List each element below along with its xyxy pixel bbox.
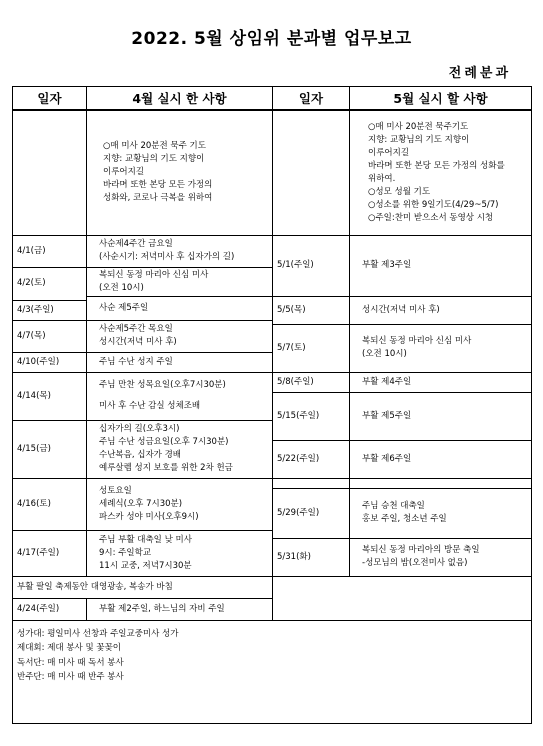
header-may-activities: 5월 실시 할 사항 — [350, 87, 532, 111]
april-activity: 주님 수난 성지 주일 — [87, 352, 273, 372]
april-activity — [87, 372, 273, 420]
may-date: 5/5(목) — [273, 296, 350, 324]
may-spacer — [273, 478, 350, 488]
may-activity: 부활 제5주일 — [350, 392, 532, 440]
note-line: 성가대: 평일미사 선창과 주일교중미사 성가 — [17, 628, 179, 639]
april-activity-line: 미사 후 수난 감실 성체조배 — [99, 401, 201, 411]
department-name: 전례분과 — [448, 66, 511, 81]
may-date: 5/29(주일) — [273, 488, 350, 538]
april-activity: 복되신 동정 마리아 신심 미사 (오전 10시) — [87, 267, 273, 296]
april-intro-line: 이루어지길 — [103, 167, 145, 178]
april-activity: 부활 제2주일, 하느님의 자비 주일 — [87, 598, 273, 620]
may-intro-line: 위하여. — [368, 173, 396, 184]
header-date-may: 일자 — [273, 87, 350, 111]
may-date: 5/15(주일) — [273, 392, 350, 440]
april-date: 4/17(주일) — [13, 530, 87, 576]
april-date: 4/24(주일) — [13, 598, 87, 620]
may-spacer — [350, 478, 532, 488]
note-line: 제대회: 제대 봉사 및 꽃꽂이 — [17, 643, 121, 653]
intro-date-cell — [13, 110, 87, 235]
april-intro-line: 바라며 또한 본당 모든 가정의 — [103, 180, 213, 191]
note-line: 독서단: 매 미사 때 독서 봉사 — [17, 657, 124, 668]
april-activity-line: 주님 만찬 성목요일(오후7시30분) — [99, 380, 226, 390]
april-date: 4/2(토) — [13, 267, 87, 300]
may-intro-line: 지향: 교황님의 기도 지향이 — [368, 134, 470, 145]
may-intro-line: 바라며 또한 본당 모든 가정의 성화를 — [368, 160, 505, 171]
table-row — [13, 372, 532, 392]
notes-cell — [13, 620, 532, 723]
easter-octave-note: 부활 팔일 축제동안 대영광송, 복송가 바침 — [13, 576, 273, 598]
may-activity: 복되신 동정 마리아 신심 미사 (오전 10시) — [350, 324, 532, 372]
may-intro-line: 이루어지길 — [368, 147, 410, 158]
report-table — [12, 86, 532, 724]
april-date: 4/16(토) — [13, 478, 87, 530]
may-intro-line: ○매 미사 20분전 묵주기도 — [368, 121, 469, 132]
may-intro — [350, 110, 532, 235]
april-date: 4/15(금) — [13, 420, 87, 478]
april-intro-line: ○매 미사 20분전 묵주 기도 — [103, 141, 206, 152]
note-line: 반주단: 매 미사 때 반주 봉사 — [17, 672, 124, 682]
may-intro-line: ○주일:찬미 받으소서 동영상 시청 — [368, 212, 494, 223]
table-row — [13, 296, 532, 300]
document-title: 2022. 5월 상임위 분과별 업무보고 — [131, 29, 412, 49]
may-empty-cell — [273, 576, 532, 620]
may-activity: 성시간(저녁 미사 후) — [350, 296, 532, 324]
april-intro-line: 지향: 교황님의 기도 지향이 — [103, 154, 205, 165]
table-row — [13, 235, 532, 267]
april-date: 4/14(목) — [13, 372, 87, 420]
april-intro — [87, 110, 273, 235]
april-date: 4/1(금) — [13, 235, 87, 267]
april-activity: 사순제4주간 금요일 (사순시기: 저녁미사 후 십자가의 길) — [87, 235, 273, 267]
may-activity: 복되신 동정 마리아의 방문 축일 -성모님의 밤(오전미사 없음) — [350, 538, 532, 576]
intro-date-cell — [273, 110, 350, 235]
may-date: 5/8(주일) — [273, 372, 350, 392]
may-intro-line: ○성모 성월 기도 — [368, 186, 431, 197]
may-intro-line: ○성소를 위한 9일기도(4/29~5/7) — [368, 199, 499, 210]
may-date: 5/22(주일) — [273, 440, 350, 478]
april-date: 4/10(주일) — [13, 352, 87, 372]
april-date: 4/7(목) — [13, 320, 87, 352]
may-activity: 부활 제3주일 — [350, 235, 532, 296]
may-date: 5/31(화) — [273, 538, 350, 576]
april-activity: 주님 부활 대축일 낮 미사 9시: 주일학교 11시 교중, 저녁7시30분 — [87, 530, 273, 576]
april-intro-line: 성화와, 코로나 극복을 위하여 — [103, 193, 213, 204]
april-activity: 사순제5주간 목요일 성시간(저녁 미사 후) — [87, 320, 273, 352]
header-april-activities: 4월 실시 한 사항 — [87, 87, 273, 111]
intro-row — [13, 110, 532, 235]
table-row — [13, 478, 532, 488]
april-date: 4/3(주일) — [13, 300, 87, 320]
may-date: 5/1(주일) — [273, 235, 350, 296]
header-date-april: 일자 — [13, 87, 87, 111]
may-activity: 부활 제4주일 — [350, 372, 532, 392]
april-activity: 사순 제5주일 — [87, 296, 273, 320]
april-activity: 십자가의 길(오후3시) 주님 수난 성금요일(오후 7시30분) 수난복음, 십자가 경배 예루살렘 성지 보호를 위한 2차 헌금 — [87, 420, 273, 478]
may-activity: 주님 승천 대축일 홍보 주일, 청소년 주일 — [350, 488, 532, 538]
april-activity: 성토요일 세례식(오후 7시30분) 파스카 성야 미사(오후9시) — [87, 478, 273, 530]
may-date: 5/7(토) — [273, 324, 350, 372]
may-activity: 부활 제6주일 — [350, 440, 532, 478]
notes-row — [13, 620, 532, 723]
table-row — [13, 576, 532, 598]
header-row — [13, 87, 532, 111]
